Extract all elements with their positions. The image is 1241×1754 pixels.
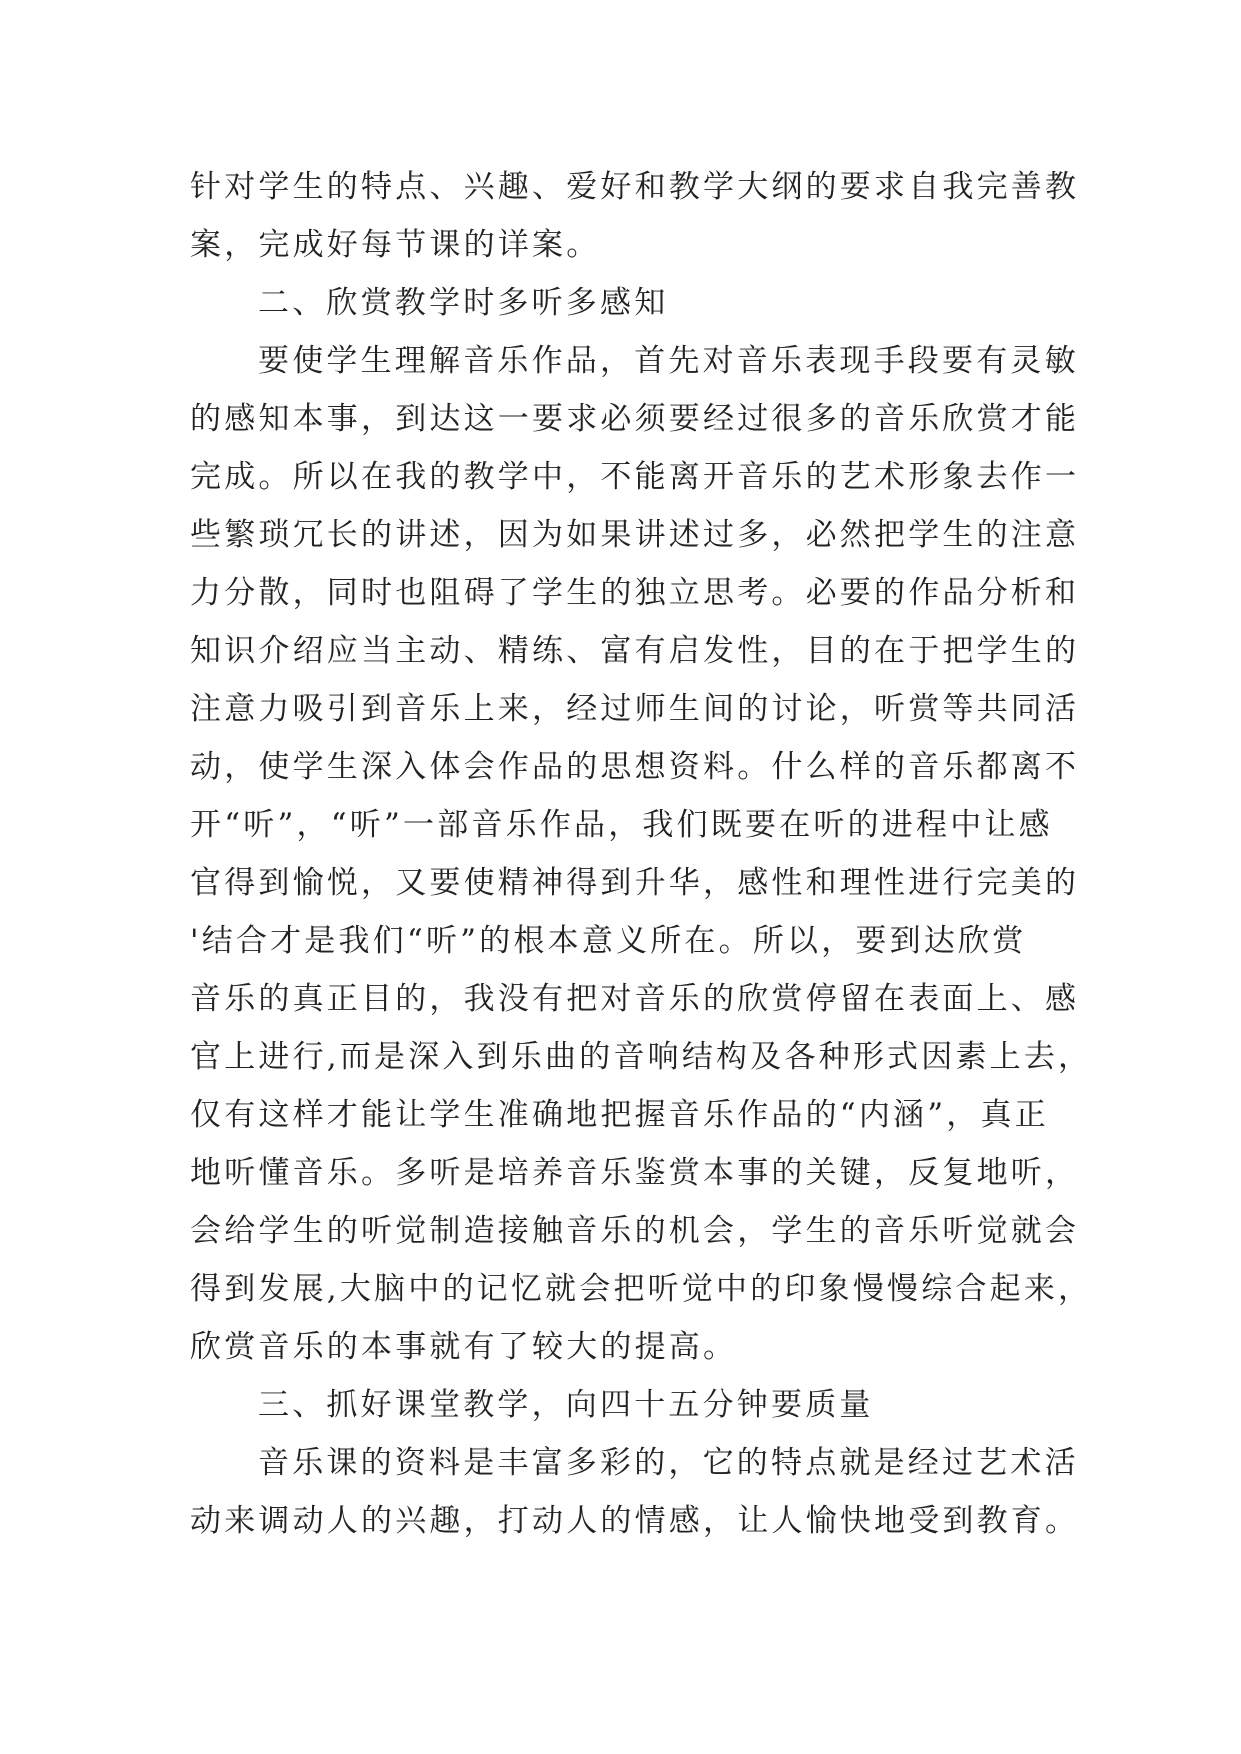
text-line: 地听懂音乐。多听是培养音乐鉴赏本事的关键，反复地听，: [190, 1155, 1080, 1191]
paragraph-start: 音乐课的资料是丰富多彩的，它的特点就是经过艺术活: [258, 1445, 1079, 1481]
section-heading: 二、欣赏教学时多听多感知: [258, 285, 669, 321]
text-line: 开“听”，“听”一部音乐作品，我们既要在听的进程中让感: [190, 807, 1053, 843]
text-line: 完成。所以在我的教学中，不能离开音乐的艺术形象去作一: [190, 459, 1080, 495]
text-line: 仅有这样才能让学生准确地把握音乐作品的“内涵”，真正: [190, 1097, 1049, 1133]
text-line: 得到发展,大脑中的记忆就会把听觉中的印象慢慢综合起来，: [190, 1271, 1093, 1307]
text-line: 注意力吸引到音乐上来，经过师生间的讨论，听赏等共同活: [190, 691, 1080, 727]
text-line: 知识介绍应当主动、精练、富有启发性，目的在于把学生的: [190, 633, 1080, 669]
text-line: 案，完成好每节课的详案。: [190, 227, 601, 263]
text-line: 会给学生的听觉制造接触音乐的机会，学生的音乐听觉就会: [190, 1213, 1080, 1249]
text-line: 动来调动人的兴趣，打动人的情感，让人愉快地受到教育。: [190, 1503, 1080, 1539]
text-line: 针对学生的特点、兴趣、爱好和教学大纲的要求自我完善教: [190, 169, 1080, 205]
text-line: '结合才是我们“听”的根本意义所在。所以，要到达欣赏: [190, 923, 1027, 959]
text-line: 的感知本事，到达这一要求必须要经过很多的音乐欣赏才能: [190, 401, 1080, 437]
text-line: 动，使学生深入体会作品的思想资料。什么样的音乐都离不: [190, 749, 1080, 785]
text-line: 音乐的真正目的，我没有把对音乐的欣赏停留在表面上、感: [190, 981, 1080, 1017]
document-page: [190, 158, 1093, 1550]
text-line: 欣赏音乐的本事就有了较大的提高。: [190, 1329, 738, 1365]
section-heading: 三、抓好课堂教学，向四十五分钟要质量: [258, 1387, 874, 1423]
paragraph-start: 要使学生理解音乐作品，首先对音乐表现手段要有灵敏: [258, 343, 1079, 379]
text-line: 些繁琐冗长的讲述，因为如果讲述过多，必然把学生的注意: [190, 517, 1080, 553]
text-line: 官得到愉悦，又要使精神得到升华，感性和理性进行完美的: [190, 865, 1080, 901]
text-line: 官上进行,而是深入到乐曲的音响结构及各种形式因素上去，: [190, 1039, 1093, 1075]
text-line: 力分散，同时也阻碍了学生的独立思考。必要的作品分析和: [190, 575, 1080, 611]
